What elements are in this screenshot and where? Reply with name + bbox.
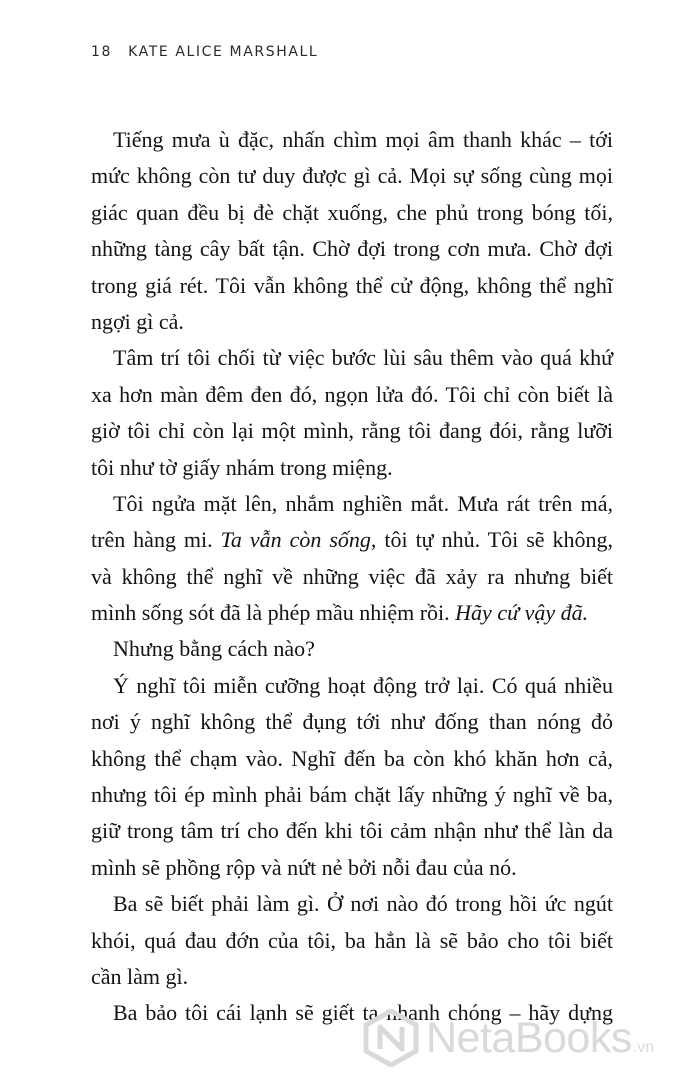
text-line-mixed (91, 595, 613, 631)
netabooks-n-logo-icon (362, 1009, 420, 1067)
text-line: cần làm gì. (91, 963, 189, 989)
body-text (91, 122, 613, 1032)
text-segment: mình sống sót đã là phép mầu nhiệm rồi. (91, 600, 456, 626)
author-name: KATE ALICE MARSHALL (128, 44, 319, 60)
text-line: Ý nghĩ tôi miễn cưỡng hoạt động trở lại. Có quá nhiều (113, 672, 613, 698)
text-line: Ba bảo tôi cái lạnh sẽ giết ta nhanh chóng – hãy dựng (113, 1000, 613, 1026)
paragraph-5 (91, 668, 613, 886)
watermark-suffix: .vn (632, 1038, 655, 1056)
italic-thought: Hãy cứ vậy đã. (455, 600, 589, 626)
text-line: Tiếng mưa ù đặc, nhấn chìm mọi âm thanh khác – tới (113, 127, 613, 152)
text-line: giờ tôi chỉ còn lại một mình, rằng tôi đang đói, rằng lưỡi (91, 418, 613, 444)
paragraph-2 (91, 340, 613, 486)
page-number: 18 (91, 44, 113, 60)
text-line: nơi ý nghĩ không thể đụng tới như đống than nóng đỏ (91, 709, 613, 735)
paragraph-6 (91, 886, 613, 995)
text-line: mình sẽ phồng rộp và nứt nẻ bởi nỗi đau của nó. (91, 854, 517, 880)
text-line: ngợi gì cả. (91, 308, 184, 334)
netabooks-watermark (362, 1003, 698, 1073)
text-line: Ba sẽ biết phải làm gì. Ở nơi nào đó trong hồi ức ngút (113, 891, 613, 917)
text-line: nhưng tôi ép mình phải bám chặt lấy những ý nghĩ về ba, (91, 782, 613, 808)
text-line: những tàng cây bất tận. Chờ đợi trong cơn mưa. Chờ đợi (91, 236, 613, 262)
text-line: giữ trong tâm trí cho đến khi tôi cảm nhận như thể làn da (91, 818, 613, 844)
text-line: xa hơn màn đêm đen đó, ngọn lửa đó. Tôi chỉ còn biết là (91, 381, 613, 407)
text-line: Tôi ngửa mặt lên, nhắm nghiền mắt. Mưa rát trên má, (113, 490, 613, 516)
text-line: mức không còn tư duy được gì cả. Mọi sự sống cùng mọi (91, 163, 613, 189)
text-line: và không thể nghĩ về những việc đã xảy ra nhưng biết (91, 563, 613, 589)
watermark-brand: NetaBooks (426, 1013, 632, 1062)
text-line-mixed (91, 522, 613, 558)
paragraph-4 (91, 631, 613, 667)
watermark-text (426, 1014, 654, 1063)
text-line: khói, quá đau đớn của tôi, ba hẳn là sẽ bảo cho tôi biết (91, 927, 613, 953)
running-head (91, 44, 318, 60)
text-line: Tâm trí tôi chối từ việc bước lùi sâu thêm vào quá khứ (113, 345, 613, 371)
paragraph-3 (91, 486, 613, 632)
text-line: không thể chạm vào. Nghĩ đến ba còn khó khăn hơn cả, (91, 745, 613, 771)
text-segment: trên hàng mi. (91, 527, 221, 553)
text-line: trong giá rét. Tôi vẫn không thể cử động, không thể nghĩ (91, 272, 613, 298)
paragraph-1 (91, 122, 613, 340)
text-line: tôi như tờ giấy nhám trong miệng. (91, 454, 393, 480)
text-line: giác quan đều bị đè chặt xuống, che phủ trong bóng tối, (91, 199, 613, 225)
text-segment: , tôi tự nhủ. Tôi sẽ không, (370, 527, 613, 553)
text-line: Nhưng bằng cách nào? (113, 636, 315, 662)
italic-thought: Ta vẫn còn sống (220, 527, 371, 553)
